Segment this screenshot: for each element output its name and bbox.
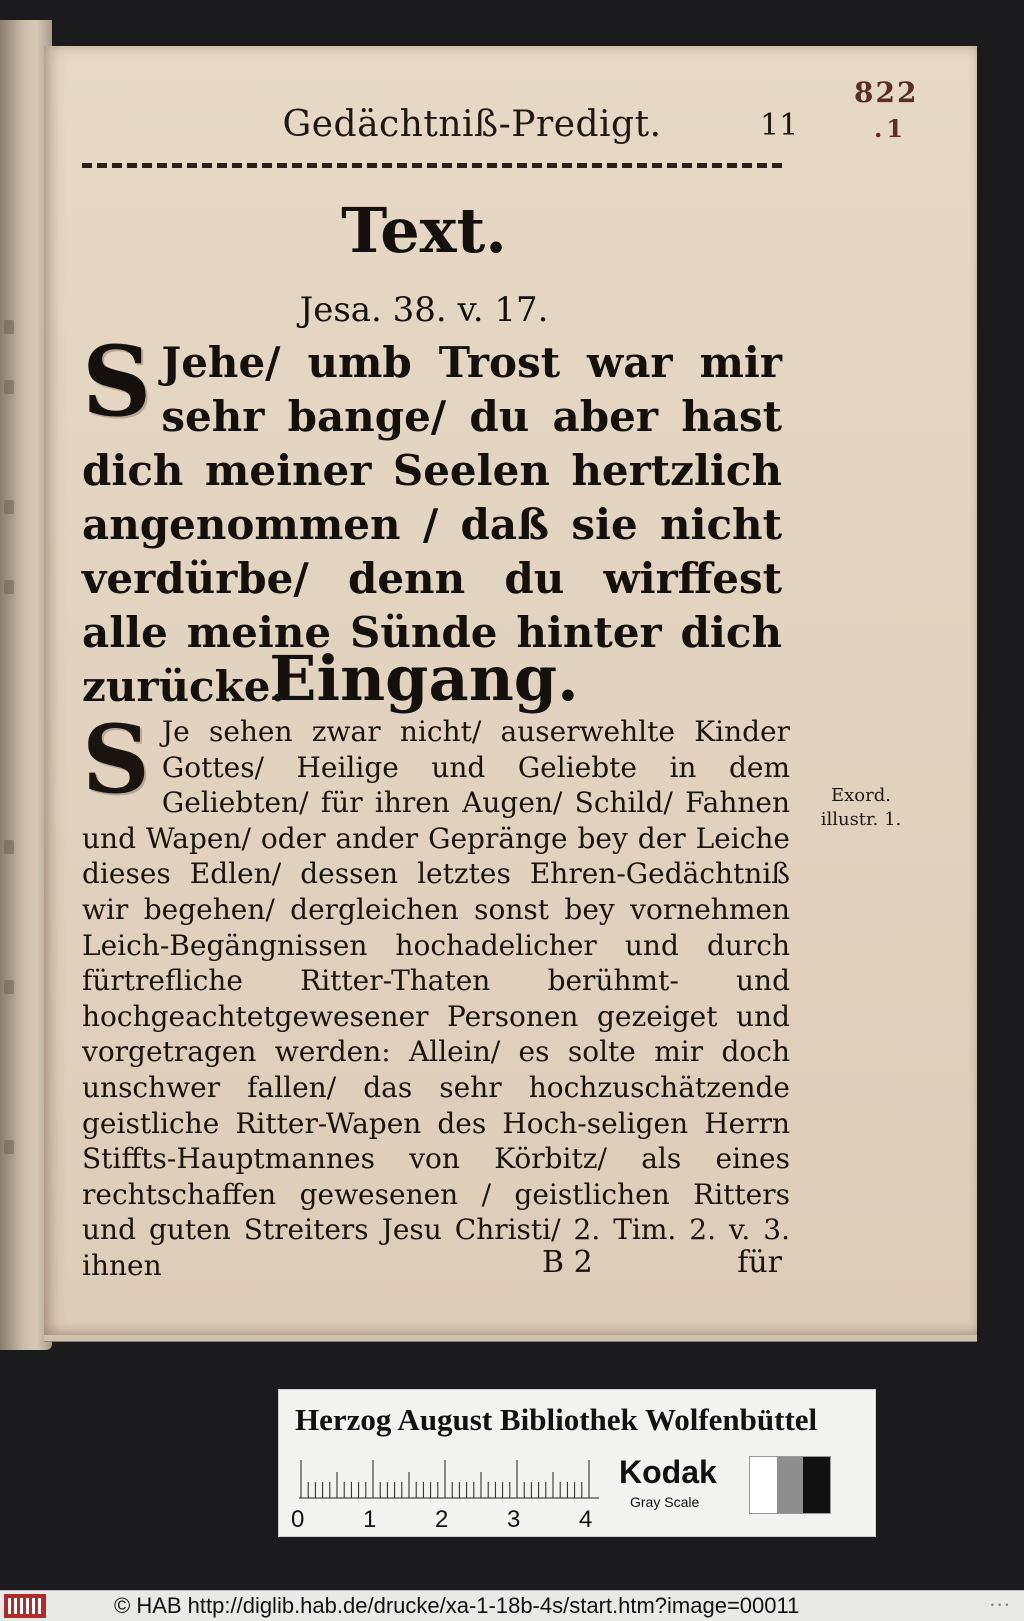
more-icon[interactable]: • • • bbox=[990, 1601, 1010, 1610]
verse-initial: S bbox=[82, 325, 152, 438]
body-text: Je sehen zwar nicht/ auserwehlte Kinder Gottes/ Heilige und Geliebte in dem Geliebten/ für ihren Augen/ Schild/ Fahnen und Wapen/ oder ander Gepränge bey der Leiche dieses Edlen/ dessen letztes Ehren-Gedächtniß wir begehen/ dergleichen sonst bey vornehmen Leich-Begängnissen hochadelicher und durch fürtrefliche Ritter-Thaten berühmt- und hochgeachtetgewesener Personen gezeiget und vorgetragen werden: Allein/ es solte mir doch unschwer fallen/ das sehr hochzuschätzende geistliche Ritter-Wapen des Hoch-seligen Herrn Stiffts-Hauptmannes von Körbitz/ als eines rechtschaffen gewesenen / geistlichen Ritters und guten Streiters Jesu Christi/ 2. Tim. 2. v. 3. ihnen bbox=[82, 715, 790, 1282]
ruler-number: 1 bbox=[363, 1506, 377, 1533]
marginal-note-line: illustr. 1. bbox=[820, 809, 902, 830]
ink-mark bbox=[4, 320, 14, 334]
copyright-link[interactable]: © HAB http://diglib.hab.de/drucke/xa-1-18b-4s/start.htm?image=00011 bbox=[114, 1593, 800, 1618]
ruler-number: 3 bbox=[507, 1506, 521, 1533]
page-number: 11 bbox=[760, 108, 799, 143]
signature-mark: B 2 bbox=[542, 1245, 593, 1280]
ruler-numbers bbox=[291, 1506, 611, 1532]
ink-mark bbox=[4, 980, 14, 994]
ruler-number: 0 bbox=[291, 1506, 305, 1533]
library-shelf-mark-sub: .1 bbox=[874, 114, 908, 143]
gray-swatch bbox=[777, 1457, 804, 1513]
header-rule bbox=[82, 163, 782, 168]
ink-mark bbox=[4, 500, 14, 514]
sermon-body bbox=[82, 705, 790, 1284]
gray-swatch bbox=[803, 1457, 830, 1513]
verse-text: Jehe/ umb Trost war mir sehr bange/ du aber hast dich meiner Seelen hertzlich angenommen / daß sie nicht verdürbe/ denn du wirffest alle meine Sünde hinter dich zurücke. bbox=[82, 338, 782, 711]
marginal-note-line: Exord. bbox=[831, 785, 891, 806]
library-shelf-mark: 822 bbox=[854, 76, 919, 109]
target-title: Herzog August Bibliothek Wolfenbüttel bbox=[295, 1402, 818, 1437]
running-head: Gedächtniß-Predigt. bbox=[282, 104, 662, 145]
intro-heading: Eingang. bbox=[269, 642, 579, 715]
scripture-reference: Jesa. 38. v. 17. bbox=[299, 290, 549, 330]
ink-mark bbox=[4, 840, 14, 854]
ruler-number: 2 bbox=[435, 1506, 449, 1533]
scale-ruler bbox=[299, 1458, 599, 1500]
ink-mark bbox=[4, 580, 14, 594]
ink-mark bbox=[4, 380, 14, 394]
kodak-brand: Kodak bbox=[619, 1454, 717, 1490]
gray-scale-label: Gray Scale bbox=[630, 1494, 700, 1510]
body-initial: S bbox=[82, 705, 150, 815]
catchword: für bbox=[737, 1245, 782, 1280]
color-target-card bbox=[278, 1389, 876, 1537]
ink-mark bbox=[4, 1140, 14, 1154]
text-heading: Text. bbox=[341, 194, 507, 267]
gray-swatch bbox=[750, 1457, 777, 1513]
marginal-note bbox=[806, 784, 916, 832]
hab-logo-icon bbox=[4, 1594, 46, 1618]
page-footer bbox=[82, 1245, 782, 1285]
book-page bbox=[44, 46, 977, 1336]
gray-swatches bbox=[749, 1456, 831, 1514]
viewer-footer-bar bbox=[0, 1590, 1024, 1621]
ruler-number: 4 bbox=[579, 1506, 593, 1533]
